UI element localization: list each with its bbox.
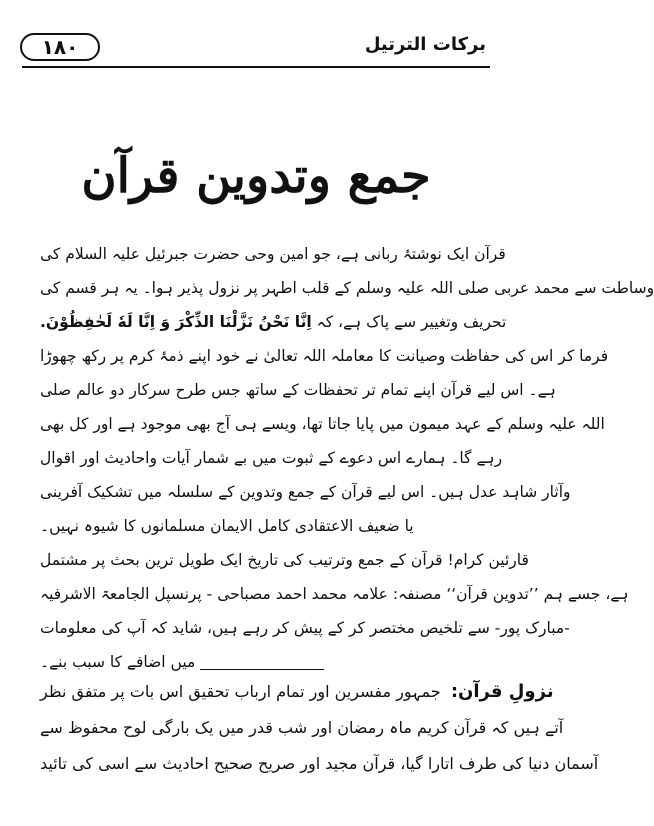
paragraph-line: اللہ علیہ وسلم کے عہد میمون میں پایا جاتا تھا، ویسے ہی آج بھی موجود ہے اور کل بھی [40,415,605,434]
paragraph-line: رہے گا۔ ہمارے اس دعوے کے ثبوت میں بے شمار آیات واحادیث اور اقوال [40,449,503,468]
paragraph-line: فرما کر اس کی حفاظت وصیانت کا معاملہ اللہ تعالیٰ نے خود اپنے ذمۂ کرم پر رکھ چھوڑا [40,347,609,366]
paragraph-line: وساطت سے محمد عربی صلی اللہ علیہ وسلم کے قلب اطہر پر نزول پذیر ہوا۔ یہ ہر قسم کی [40,279,654,298]
paragraph-line: ہے، جسے ہم ’’تدوین قرآن‘‘ مصنفہ: علامہ محمد احمد مصباحی - پرنسپل الجامعۃ الاشرفیہ [40,585,629,604]
paragraph-line: قارئین کرام! قرآن کے جمع وترتیب کی تاریخ ایک طویل ترین بحث پر مشتمل [40,551,529,570]
paragraph-line: یا ضعیف الاعتقادی کامل الایمان مسلمانوں کا شیوہ نہیں۔ [40,517,414,536]
section-line: آسمان دنیا کی طرف اتارا گیا، قرآن مجید اور صریح صحیح احادیث سے اسی کی تائید [40,754,599,773]
section-nuzool-quran [40,674,599,782]
section-heading: نزولِ قرآن: [450,681,554,702]
paragraph-line: میں اضافے کا سبب بنے۔ [40,653,196,672]
paragraph-line: ہے۔ اس لیے قرآن اپنے تمام تر تحفظات کے ساتھ جس طرح سرکار دو عالم صلی [40,381,556,400]
paragraph-1 [40,238,654,340]
separator-rule [200,669,324,670]
paragraph-text: تحریف وتغییر سے پاک ہے، کہ [316,313,507,332]
paragraph-3 [40,544,629,680]
section-line [40,674,554,710]
paragraph-line: وآثار شاہد عدل ہیں۔ اس لیے قرآن کے جمع وتدوین کے سلسلہ میں تشکیک آفرینی [40,483,571,502]
chapter-title: جمع وتدوین قرآن [81,148,431,204]
paragraph-line: -مبارک پور- سے تلخیص مختصر کر کے پیش کر رہے ہیں، شاید کہ آپ کی معلومات [40,619,570,638]
paragraph-line [40,306,507,340]
page-number: ۱۸۰ [20,33,100,61]
section-line: آتے ہیں کہ قرآن کریم ماہ رمضان اور شب قدر میں یک بارگی لوح محفوظ سے [40,718,564,737]
section-text: جمہور مفسرین اور تمام ارباب تحقیق اس بات پر متفق نظر [40,682,441,701]
header-rule [22,66,490,68]
quran-verse: اِنَّا نَحْنُ نَزَّلْنَا الذِّكْرَ وَ اِنَّا لَهٗ لَحٰفِظُوْنَ. [40,313,312,332]
paragraph-line: قرآن ایک نوشتۂ ربانی ہے، جو امین وحی حضرت جبرئیل علیہ السلام کی [40,245,506,264]
running-header-title: برکات الترتیل [364,34,486,55]
paragraph-2 [40,340,609,544]
